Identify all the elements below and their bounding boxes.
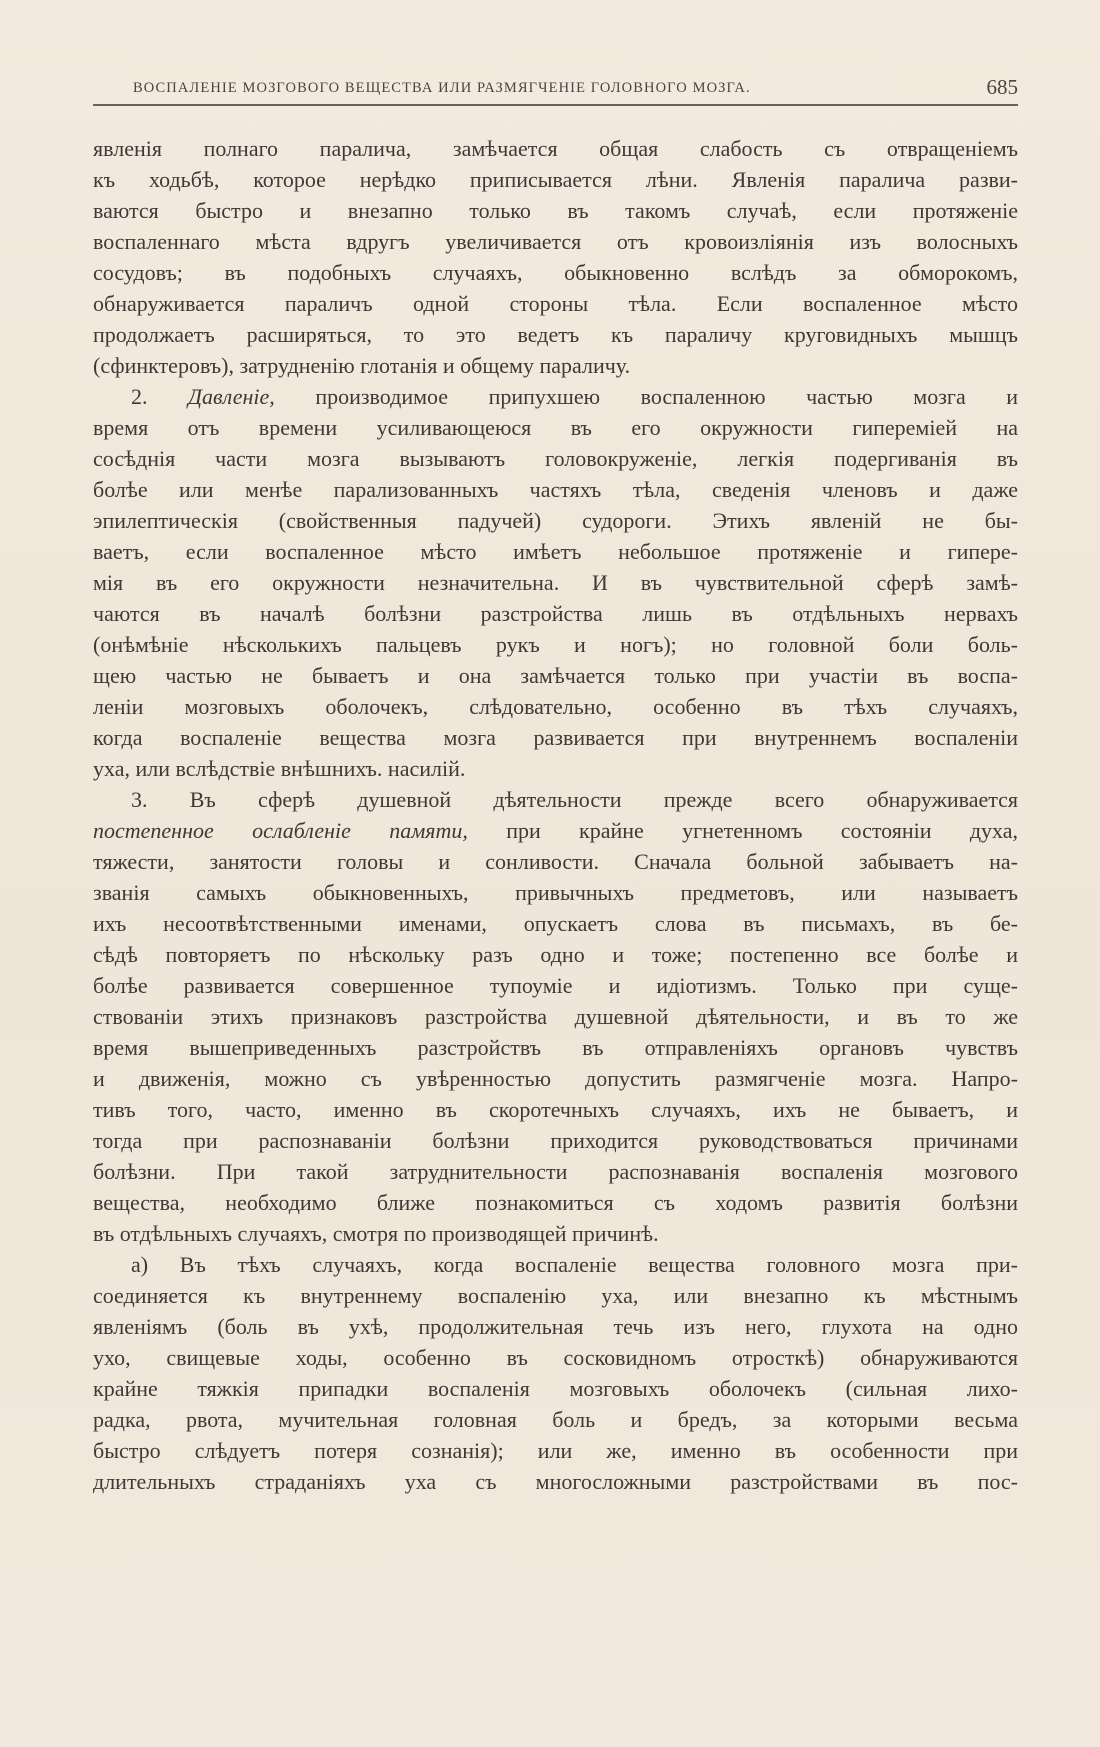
running-head: ВОСПАЛЕНІЕ МОЗГОВОГО ВЕЩЕСТВА ИЛИ РАЗМЯГЧЕНІЕ ГОЛОВНОГО МОЗГА. — [133, 80, 751, 96]
paragraph-3-first-line: 3. Въ сферѣ душевной дѣятельности прежде всего обнаруживается — [131, 787, 1018, 812]
text-line: вещества, необходимо ближе познакомиться съ ходомъ развитія болѣзни — [93, 1190, 1018, 1215]
text-line: явленіямъ (боль въ ухѣ, продолжительная течь изъ него, глухота на одно — [93, 1314, 1018, 1339]
text-line: леніи мозговыхъ оболочекъ, слѣдовательно, особенно въ тѣхъ случаяхъ, — [93, 694, 1018, 719]
text-line: длительныхъ страданіяхъ уха съ многосложными разстройствами въ пос- — [93, 1469, 1018, 1494]
text-line: (сфинктеровъ), затрудненію глотанія и общему параличу. — [93, 353, 631, 378]
page-header — [93, 75, 1018, 106]
text-line: (онѣмѣніе нѣсколькихъ пальцевъ рукъ и ногъ); но головной боли боль- — [93, 632, 1018, 657]
italic-term: Давленіе, — [188, 384, 275, 409]
text-line: время вышеприведенныхъ разстройствъ въ отправленіяхъ органовъ чувствъ — [93, 1035, 1018, 1060]
page-number: 685 — [986, 75, 1018, 99]
text-line: соединяется къ внутреннему воспаленію уха, или внезапно къ мѣстнымъ — [93, 1283, 1018, 1308]
text-line: сосѣднія части мозга вызываютъ головокруженіе, легкія подергиванія въ — [93, 446, 1018, 471]
text-line: болѣе развивается совершенное тупоуміе и идіотизмъ. Только при суще- — [93, 973, 1018, 998]
text-line: и движенія, можно съ увѣренностью допустить размягченіе мозга. Напро- — [93, 1066, 1018, 1091]
text-line: обнаруживается параличъ одной стороны тѣла. Если воспаленное мѣсто — [93, 291, 1018, 316]
text-line: крайне тяжкія припадки воспаленія мозговыхъ оболочекъ (сильная лихо- — [93, 1376, 1018, 1401]
text-line: въ отдѣльныхъ случаяхъ, смотря по производящей причинѣ. — [93, 1221, 659, 1246]
emphasis-line — [93, 815, 1018, 846]
text-line: сѣдѣ повторяетъ по нѣскольку разъ одно и тоже; постепенно все болѣе и — [93, 942, 1018, 967]
text-line: сосудовъ; въ подобныхъ случаяхъ, обыкновенно вслѣдъ за обморокомъ, — [93, 260, 1018, 285]
text-line: чаются въ началѣ болѣзни разстройства лишь въ отдѣльныхъ нервахъ — [93, 601, 1018, 626]
text-line: ваетъ, если воспаленное мѣсто имѣетъ небольшое протяженіе и гипере- — [93, 539, 1018, 564]
text-line: мія въ его окружности незначительна. И въ чувствительной сферѣ замѣ- — [93, 570, 1018, 595]
text-line: ствованіи этихъ признаковъ разстройства душевной дѣятельности, и въ то же — [93, 1004, 1018, 1029]
text-line: радка, рвота, мучительная головная боль и бредъ, за которыми весьма — [93, 1407, 1018, 1432]
text-line: ухо, свищевые ходы, особенно въ сосковидномъ отросткѣ) обнаруживаются — [93, 1345, 1018, 1370]
text-line: званія самыхъ обыкновенныхъ, привычныхъ предметовъ, или называетъ — [93, 880, 1018, 905]
paragraph-2-first-line — [93, 381, 1018, 412]
text-line: быстро слѣдуетъ потеря сознанія); или же, именно въ особенности при — [93, 1438, 1018, 1463]
text-line: ихъ несоотвѣтственными именами, опускаетъ слова въ письмахъ, въ бе- — [93, 911, 1018, 936]
text-line: тивъ того, часто, именно въ скоротечныхъ случаяхъ, ихъ не бываетъ, и — [93, 1097, 1018, 1122]
text-line: тяжести, занятости головы и сонливости. Сначала больной забываетъ на- — [93, 849, 1018, 874]
line-text: производимое припухшею воспаленною частью мозга и — [315, 384, 1019, 409]
text-line: время отъ времени усиливающеюся въ его окружности гипереміей на — [93, 415, 1018, 440]
text-line: воспаленнаго мѣста вдругъ увеличивается отъ кровоизліянія изъ волосныхъ — [93, 229, 1018, 254]
line-text: при крайне угнетенномъ состояніи духа, — [506, 818, 1018, 843]
italic-phrase: постепенное ослабленіе памяти, — [93, 818, 468, 843]
text-line: болѣзни. При такой затруднительности распознаванія воспаленія мозгового — [93, 1159, 1018, 1184]
body-text — [93, 133, 1018, 1497]
text-line: эпилептическія (свойственныя падучей) судороги. Этихъ явленій не бы- — [93, 508, 1018, 533]
section-number: 2. — [131, 384, 148, 409]
paragraph-a-first-line: а) Въ тѣхъ случаяхъ, когда воспаленіе вещества головного мозга при- — [131, 1252, 1018, 1277]
text-line: явленія полнаго паралича, замѣчается общая слабость съ отвращеніемъ — [93, 136, 1018, 161]
text-line: щею частью не бываетъ и она замѣчается только при участіи въ воспа- — [93, 663, 1018, 688]
text-line: когда воспаленіе вещества мозга развивается при внутреннемъ воспаленіи — [93, 725, 1018, 750]
text-line: тогда при распознаваніи болѣзни приходится руководствоваться причинами — [93, 1128, 1018, 1153]
text-line: болѣе или менѣе парализованныхъ частяхъ тѣла, сведенія членовъ и даже — [93, 477, 1018, 502]
text-line: ваются быстро и внезапно только въ такомъ случаѣ, если протяженіе — [93, 198, 1018, 223]
text-line: уха, или вслѣдствіе внѣшнихъ. насилій. — [93, 756, 466, 781]
text-line: къ ходьбѣ, которое нерѣдко приписывается лѣни. Явленія паралича разви- — [93, 167, 1018, 192]
text-line: продолжаетъ расширяться, то это ведетъ къ параличу круговидныхъ мышцъ — [93, 322, 1018, 347]
